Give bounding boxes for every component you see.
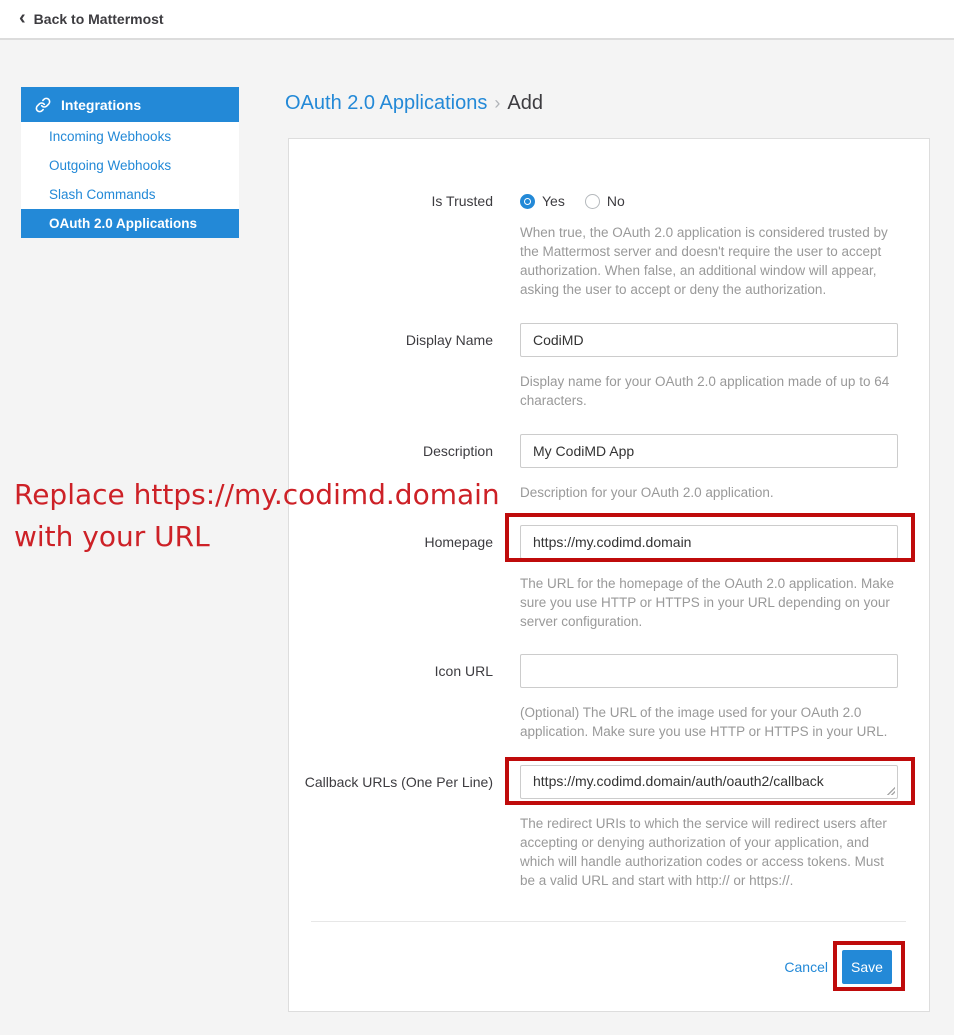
- description-label: Description: [422, 443, 493, 459]
- is-trusted-row: [289, 189, 929, 299]
- oauth-add-form-card: [288, 138, 930, 1012]
- description-input[interactable]: [520, 434, 898, 468]
- cancel-button[interactable]: Cancel: [784, 959, 828, 975]
- callback-urls-help-text: The redirect URIs to which the service will redirect users after accepting or denying authorization of your application, and which will handle authorization codes or access tokens. Must be a valid URL and start with http:// or https://.: [520, 816, 887, 888]
- sidebar-item-incoming-webhooks[interactable]: Incoming Webhooks: [49, 129, 172, 144]
- radio-selected-icon[interactable]: [520, 194, 535, 209]
- breadcrumb-separator-icon: ›: [494, 93, 501, 113]
- back-to-mattermost-label: Back to Mattermost: [33, 11, 164, 27]
- callback-urls-row: [289, 765, 929, 890]
- icon-url-input[interactable]: [520, 654, 898, 688]
- homepage-label: Homepage: [424, 534, 493, 550]
- description-help-text: Description for your OAuth 2.0 application.: [520, 485, 774, 500]
- form-actions: [784, 950, 892, 984]
- chevron-left-icon: ‹: [19, 6, 26, 29]
- save-button[interactable]: Save: [842, 950, 892, 984]
- annotation-line-2: with your URL: [14, 520, 210, 553]
- icon-url-help-text: (Optional) The URL of the image used for your OAuth 2.0 application. Make sure you use HTTP or HTTPS in your URL.: [520, 705, 888, 739]
- display-name-help-text: Display name for your OAuth 2.0 application made of up to 64 characters.: [520, 374, 890, 408]
- is-trusted-help-text: When true, the OAuth 2.0 application is considered trusted by the Mattermost server and doesn't require the user to accept authorization. When false, an additional window will appear, asking the user to accept or deny the authorization.: [520, 225, 888, 297]
- radio-unselected-icon[interactable]: [585, 194, 600, 209]
- breadcrumb: [285, 92, 543, 115]
- footer-divider: [311, 921, 906, 922]
- sidebar-item-slash-commands[interactable]: Slash Commands: [49, 187, 156, 202]
- display-name-row: [289, 323, 929, 410]
- page-title-add: Add: [507, 92, 543, 114]
- description-row: [289, 434, 929, 502]
- sidebar-header-label: Integrations: [61, 96, 142, 113]
- display-name-input[interactable]: [520, 323, 898, 357]
- homepage-help-text: The URL for the homepage of the OAuth 2.0 application. Make sure you use HTTP or HTTPS in your URL depending on your server configuration.: [520, 576, 894, 629]
- callback-urls-textarea[interactable]: [520, 765, 898, 799]
- is-trusted-yes-label: Yes: [542, 193, 565, 209]
- sidebar-header-integrations[interactable]: [21, 87, 239, 122]
- display-name-label: Display Name: [405, 332, 493, 348]
- sidebar-item-oauth-applications[interactable]: OAuth 2.0 Applications: [21, 209, 239, 238]
- sidebar-item-outgoing-webhooks[interactable]: Outgoing Webhooks: [49, 158, 172, 173]
- integrations-sidebar: [21, 87, 239, 238]
- icon-url-row: [289, 654, 929, 741]
- is-trusted-radio-group: [520, 189, 898, 211]
- icon-url-label: Icon URL: [434, 663, 493, 679]
- is-trusted-label: Is Trusted: [431, 193, 493, 209]
- homepage-input[interactable]: [520, 525, 898, 559]
- breadcrumb-oauth-applications-link[interactable]: OAuth 2.0 Applications: [285, 92, 488, 114]
- homepage-row: [289, 525, 929, 631]
- is-trusted-no-label: No: [606, 193, 625, 209]
- callback-urls-label: Callback URLs (One Per Line): [304, 774, 493, 790]
- back-to-mattermost-link[interactable]: [19, 6, 164, 29]
- top-bar: [0, 0, 954, 40]
- link-icon: [35, 97, 51, 113]
- annotation-line-1: Replace https://my.codimd.domain: [14, 478, 500, 511]
- is-trusted-no-radio[interactable]: [585, 193, 625, 209]
- is-trusted-yes-radio[interactable]: [520, 193, 565, 209]
- sidebar-menu: [21, 122, 239, 238]
